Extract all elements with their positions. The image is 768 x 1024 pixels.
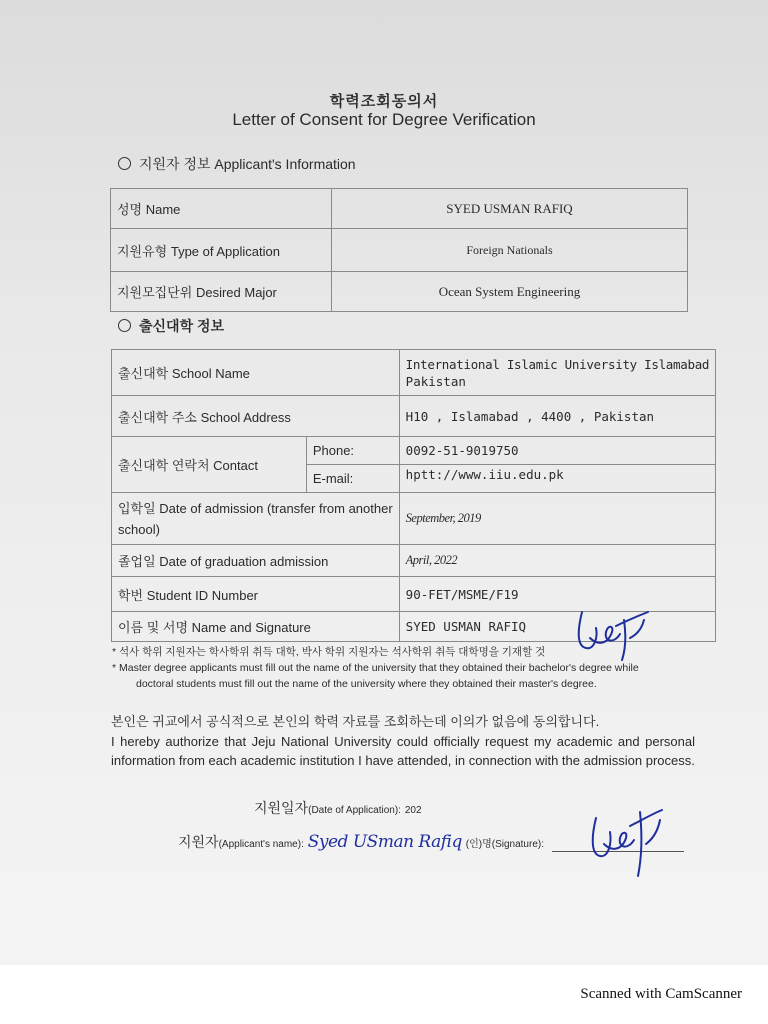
school-name-label: 출신대학 School Name bbox=[112, 350, 400, 396]
admission-label-line-2: school) bbox=[118, 521, 160, 537]
graduation-date-value: April, 2022 bbox=[399, 545, 715, 577]
name-label: 성명 Name bbox=[111, 189, 332, 229]
applicant-label-ko: 지원자 bbox=[178, 834, 219, 850]
school-name-line-1: International Islamic University Islamabad bbox=[405, 356, 710, 372]
application-date-label-en: (Date of Application): bbox=[308, 805, 401, 816]
table-row bbox=[111, 189, 688, 229]
seal-label: (인)명 bbox=[465, 839, 492, 850]
applicant-handwritten-name: Syed USman Rafiq bbox=[307, 832, 462, 852]
phone-label: Phone: bbox=[306, 437, 399, 465]
consent-korean: 본인은 귀교에서 공식적으로 본인의 학력 자료를 조회하는데 이의가 없음에 동의합니다. bbox=[111, 714, 600, 729]
consent-english: I hereby authorize that Jeju National University could officially request my academic and personal information from each academic institution I have attended, in connection with the admission process. bbox=[111, 733, 695, 768]
name-signature-value: SYED USMAN RAFIQ bbox=[399, 612, 715, 642]
circle-bullet-icon bbox=[118, 157, 131, 170]
type-of-application-value: Foreign Nationals bbox=[332, 229, 688, 272]
applicant-info-table bbox=[110, 188, 688, 312]
table-row bbox=[112, 396, 716, 437]
application-date-label-ko: 지원일자 bbox=[254, 800, 309, 816]
phone-value: 0092-51-9019750 bbox=[399, 437, 715, 465]
email-value: hptt://www.iiu.edu.pk bbox=[399, 465, 715, 493]
table-row bbox=[112, 350, 716, 396]
student-id-label: 학번 Student ID Number bbox=[112, 577, 400, 612]
table-row bbox=[111, 272, 688, 312]
contact-label: 출신대학 연락처 Contact bbox=[112, 437, 307, 493]
table-row bbox=[112, 545, 716, 577]
school-address-value: H10 , Islamabad , 4400 , Pakistan bbox=[399, 396, 715, 437]
title-korean: 학력조회동의서 bbox=[329, 93, 439, 110]
note-english-2: doctoral students must fill out the name of the university where they obtained their master's degree. bbox=[136, 678, 597, 690]
table-row bbox=[112, 437, 716, 465]
admission-date-value: September, 2019 bbox=[399, 493, 715, 545]
applicant-section-heading-text: 지원자 정보 Applicant's Information bbox=[139, 156, 356, 172]
admission-label-line-1: 입학일 Date of admission (transfer from another bbox=[118, 500, 393, 516]
school-address-label: 출신대학 주소 School Address bbox=[112, 396, 400, 437]
school-name-line-2: Pakistan bbox=[405, 373, 466, 389]
applicant-label-en: (Applicant's name): bbox=[218, 839, 304, 850]
student-id-value: 90-FET/MSME/F19 bbox=[399, 577, 715, 612]
title-english: Letter of Consent for Degree Verification bbox=[232, 110, 536, 129]
notes-block bbox=[112, 644, 702, 692]
name-value: SYED USMAN RAFIQ bbox=[332, 189, 688, 229]
graduation-date-label: 졸업일 Date of graduation admission bbox=[112, 545, 400, 577]
email-label: E-mail: bbox=[306, 465, 399, 493]
desired-major-label: 지원모집단위 Desired Major bbox=[111, 272, 332, 312]
circle-bullet-icon bbox=[118, 319, 131, 332]
applicant-signature-line bbox=[178, 832, 544, 852]
scanner-footer: Scanned with CamScanner bbox=[580, 986, 742, 1002]
signature-label: (Signature): bbox=[491, 839, 544, 850]
type-of-application-label: 지원유형 Type of Application bbox=[111, 229, 332, 272]
application-date-line bbox=[254, 798, 422, 818]
admission-date-label bbox=[112, 493, 400, 545]
application-date-value: 202 bbox=[404, 805, 422, 816]
desired-major-value: Ocean System Engineering bbox=[332, 272, 688, 312]
note-english-1: * Master degree applicants must fill out the name of the university that they obtained their bachelor's degree while bbox=[112, 662, 639, 674]
school-name-value bbox=[399, 350, 715, 396]
school-section-heading-text: 출신대학 정보 bbox=[139, 318, 225, 334]
applicant-section-heading bbox=[118, 154, 356, 174]
table-row bbox=[112, 493, 716, 545]
note-korean: * 석사 학위 지원자는 학사학위 취득 대학, 박사 학위 지원자는 석사학위 취득 대학명을 기재할 것 bbox=[112, 646, 546, 658]
consent-block bbox=[111, 712, 695, 771]
table-row bbox=[111, 229, 688, 272]
applicant-signature-ink bbox=[580, 800, 680, 880]
name-signature-label: 이름 및 서명 Name and Signature bbox=[112, 612, 400, 642]
school-section-heading bbox=[118, 316, 224, 336]
